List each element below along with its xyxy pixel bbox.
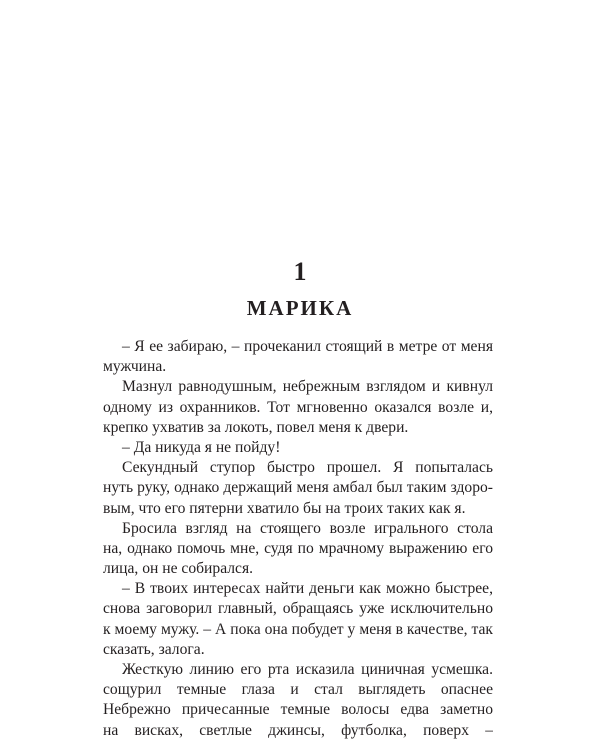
chapter-title: МАРИКА (246, 296, 354, 320)
text-line: на висках, светлые джинсы, футболка, поверх – (103, 721, 493, 739)
text-line: на, однако помочь мне, судя по мрачному выражению его (103, 539, 493, 557)
text-line: Небрежно причесанные темные волосы едва заметно (103, 701, 493, 719)
text-line: Секундный ступор быстро прошел. Я попыталась (122, 459, 493, 477)
text-line: лица, он не собирался. (103, 560, 254, 578)
text-line: Мазнул равнодушным, небрежным взглядом и кивнул (122, 378, 493, 396)
text-line: – Да никуда я не пойду! (122, 438, 281, 456)
text-line: Бросила взгляд на стоящего возле игрального стола (122, 519, 493, 537)
text-line: снова заговорил главный, обращаясь уже исключительно (103, 600, 493, 618)
text-line: сощурил темные глаза и стал выглядеть опаснее (103, 681, 493, 699)
text-line: крепко ухватив за локоть, повел меня к двери. (103, 418, 409, 436)
text-line: – В твоих интересах найти деньги как можно быстрее, (122, 580, 493, 598)
text-line: к моему мужу. – А пока она побудет у меня в качестве, так (103, 620, 493, 638)
text-line: Жесткую линию его рта исказила циничная усмешка. (122, 661, 493, 678)
body-text (103, 337, 493, 741)
text-line: вым, что его пятерни хватило бы на троих таких как я. (103, 499, 466, 517)
text-line: мужчина. (103, 358, 167, 376)
text-line: одному из охранников. Тот мгновенно оказался возле и, (103, 398, 493, 416)
text-line: сказать, залога. (103, 640, 205, 658)
text-line: нуть руку, однако держащий меня амбал был таким здоро- (103, 479, 493, 497)
text-line: – Я ее забираю, – прочеканил стоящий в метре от меня (122, 338, 493, 355)
chapter-number: 1 (293, 257, 307, 286)
